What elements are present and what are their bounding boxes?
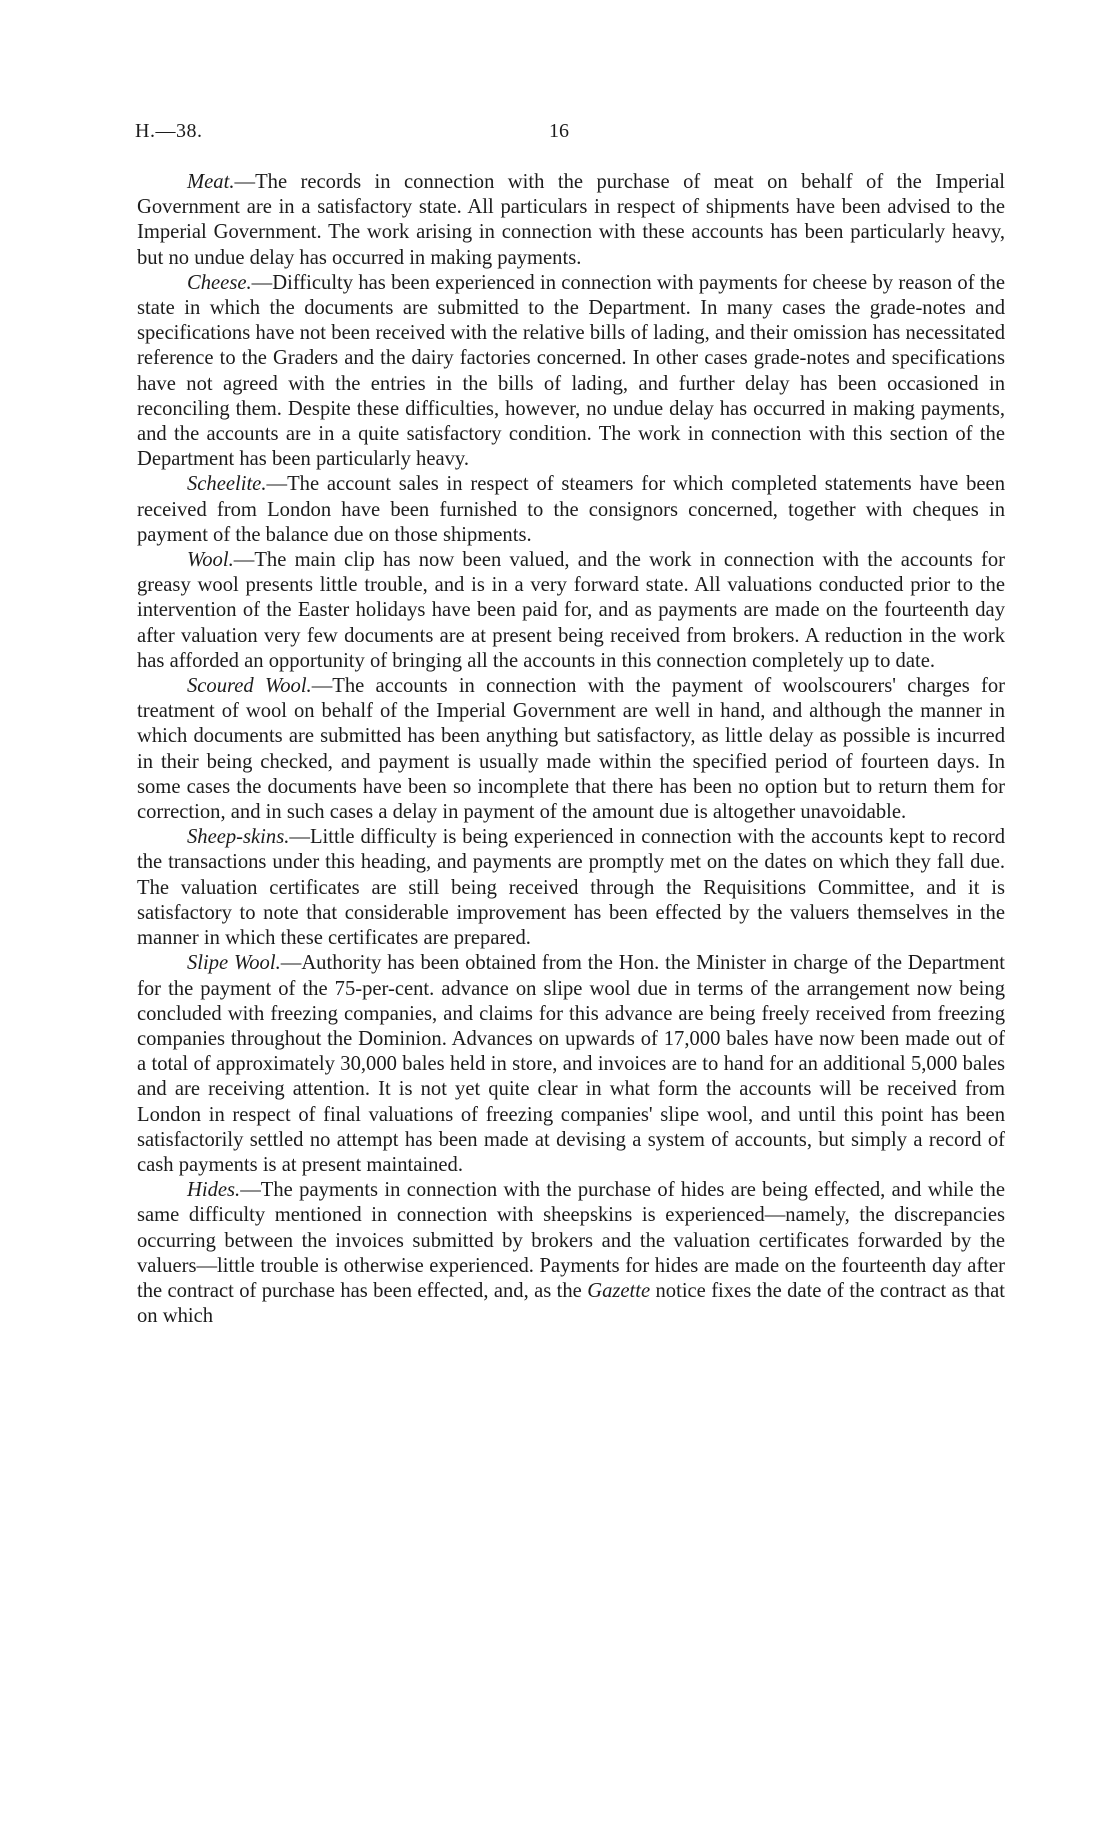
paragraph-heading: Sheep-skins. <box>187 826 290 849</box>
paragraph-text: —The account sales in respect of steamers for which completed statements have been received from London have been furnished to the consignors concerned, together with cheques in payment of the balance due on those shipments. <box>137 473 1005 546</box>
paragraph-text: —Difficulty has been experienced in connection with payments for cheese by reason of the state in which the documents are submitted to the Department. In many cases the grade-notes and specifications have not been received with the relative bills of lading, and their omission has necessitated reference to the Graders and the dairy factories concerned. In other cases grade-notes and specifications have not agreed with the entries in the bills of lading, and further delay has been occasioned in reconciling them. Despite these difficulties, however, no undue delay has occurred in making payments, and the accounts are in a quite satisfactory condition. The work in connection with this section of the Department has been particularly heavy. <box>137 271 1005 471</box>
paragraph-heading: Hides. <box>187 1179 241 1202</box>
paragraph-sheep-skins <box>137 825 1005 951</box>
paragraph-heading: Scheelite. <box>187 473 267 496</box>
document-reference: H.—38. <box>135 120 203 142</box>
body-text <box>137 170 1005 1329</box>
paragraph-text: —Little difficulty is being experienced in connection with the accounts kept to record the transactions under this heading, and payments are promptly met on the dates on which they fall due. The valuation certificates are still being received through the Requisitions Committee, and it is satisfactory to note that considerable improvement has been effected by the valuers themselves in the manner in which these certificates are prepared. <box>137 826 1005 950</box>
paragraph-meat <box>137 170 1005 271</box>
paragraph-text: —Authority has been obtained from the Hon. the Minister in charge of the Department for the payment of the 75-per-cent. advance on slipe wool due in terms of the arrangement now being concluded with freezing companies, and claims for this advance are being freely received from freezing companies throughout the Dominion. Advances on upwards of 17,000 bales have now been made out of a total of approximately 30,000 bales held in store, and invoices are to hand for an additional 5,000 bales and are receiving attention. It is not yet quite clear in what form the accounts will be received from London in respect of final valuations of freezing companies' slipe wool, and until this point has been satisfactorily settled no attempt has been made at devising a system of accounts, but simply a record of cash payments is at present maintained. <box>137 952 1005 1176</box>
gazette-title: Gazette <box>587 1279 651 1302</box>
paragraph-text-continued: notice fixes the date of the contract as that on which <box>137 1279 1005 1328</box>
paragraph-scheelite <box>137 472 1005 548</box>
paragraph-text: —The payments in connection with the purchase of hides are being effected, and while the same difficulty mentioned in connection with sheepskins is experienced—namely, the discrepancies occurring between the invoices submitted by brokers and the valuation certificates forwarded by the valuers—little trouble is otherwise experienced. Payments for hides are made on the fourteenth day after the contract of purchase has been effected, and, as the <box>137 1179 1005 1302</box>
paragraph-heading: Wool. <box>187 549 234 572</box>
paragraph-heading: Slipe Wool. <box>187 952 281 975</box>
paragraph-wool <box>137 548 1005 674</box>
paragraph-scoured-wool <box>137 674 1005 825</box>
paragraph-slipe-wool <box>137 951 1005 1178</box>
page-number: 16 <box>549 120 569 142</box>
paragraph-heading: Meat. <box>187 171 235 193</box>
paragraph-heading: Scoured Wool. <box>187 675 312 698</box>
paragraph-text: —The records in connection with the purchase of meat on behalf of the Imperial Government are in a satisfactory state. All particulars in respect of shipments have been advised to the Imperial Government. The work arising in connection with these accounts has been particularly heavy, but no undue delay has occurred in making payments. <box>137 171 1005 269</box>
page-header <box>135 120 1005 150</box>
paragraph-text: —The main clip has now been valued, and the work in connection with the accounts for greasy wool presents little trouble, and is in a very forward state. All valuations conducted prior to the intervention of the Easter holidays have been paid for, and as payments are made on the fourteenth day after valuation very few documents are at present being received from brokers. A reduction in the work has afforded an opportunity of bringing all the accounts in this connection completely up to date. <box>137 549 1005 672</box>
paragraph-cheese <box>137 271 1005 473</box>
paragraph-text: —The accounts in connection with the payment of woolscourers' charges for treatment of wool on behalf of the Imperial Government are well in hand, and although the manner in which documents are submitted has been anything but satisfactory, as little delay as possible is incurred in their being checked, and payment is usually made within the specified period of fourteen days. In some cases the documents have been so incomplete that there has been no option but to return them for correction, and in such cases a delay in payment of the amount due is altogether unavoidable. <box>137 675 1005 824</box>
paragraph-heading: Cheese. <box>187 271 252 294</box>
paragraph-hides <box>137 1178 1005 1329</box>
